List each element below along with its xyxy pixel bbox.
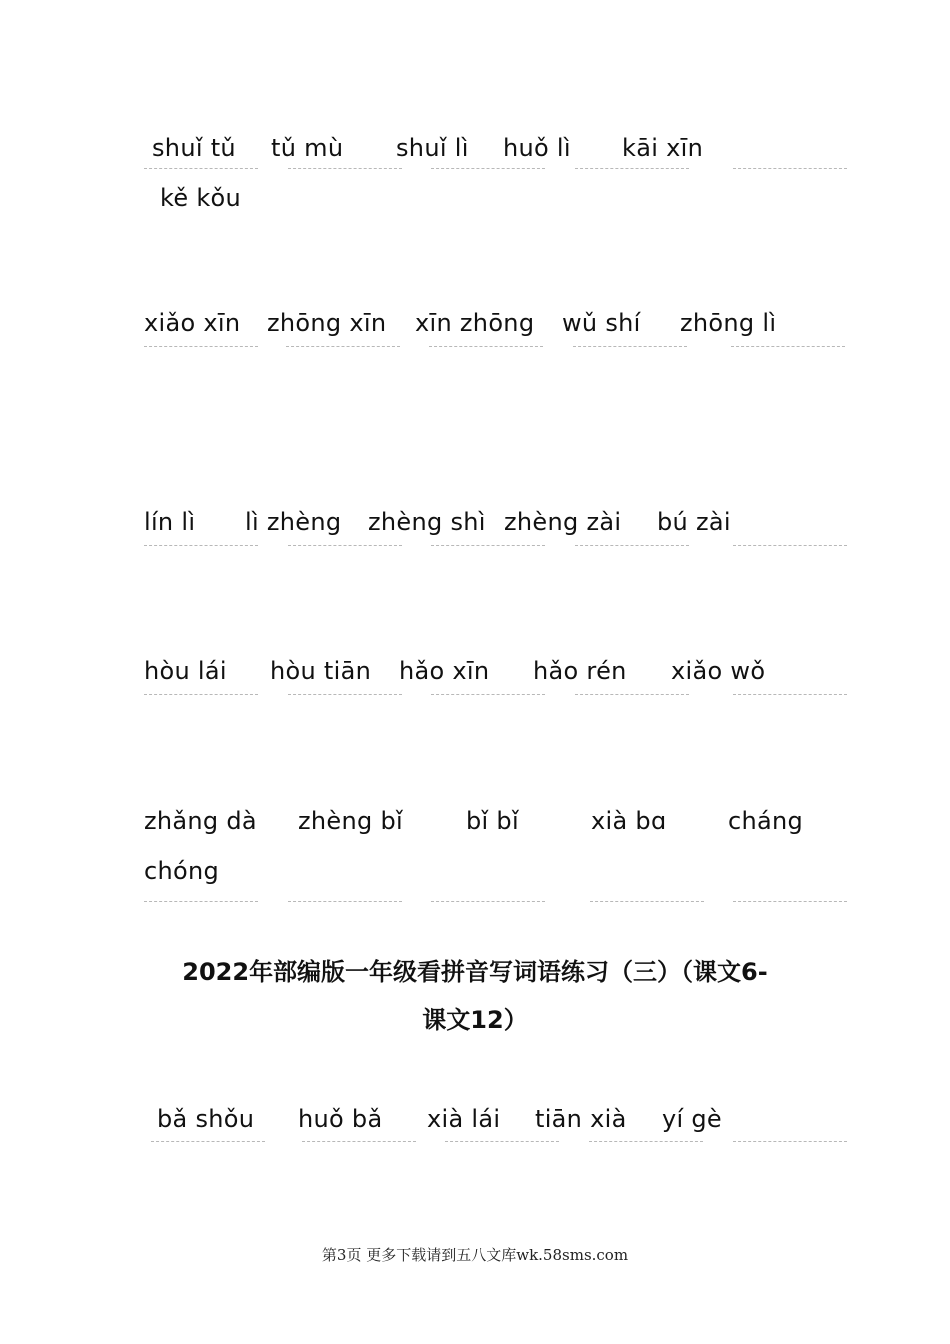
- page-footer: 第3页 更多下载请到五八文库wk.58sms.com: [321, 1246, 629, 1264]
- answer-blank: [144, 694, 258, 695]
- pinyin-word: zhōng lì: [680, 309, 777, 337]
- answer-blank: [575, 545, 689, 546]
- answer-blank: [733, 901, 847, 902]
- pinyin-word: huǒ bǎ: [298, 1105, 383, 1133]
- pinyin-word: xiǎo xīn: [144, 309, 241, 337]
- answer-blank: [429, 346, 543, 347]
- pinyin-word: zhǎng dà: [144, 807, 257, 835]
- pinyin-row-1: [0, 133, 950, 163]
- answer-blank: [302, 1141, 416, 1142]
- answer-blank: [286, 346, 400, 347]
- answer-blank: [731, 346, 845, 347]
- pinyin-word: tǔ mù: [271, 134, 344, 162]
- answer-blank: [733, 168, 847, 169]
- pinyin-word: lín lì: [144, 508, 196, 536]
- section-title: [0, 948, 950, 1044]
- pinyin-word: zhèng bǐ: [298, 807, 403, 835]
- pinyin-word: chóng: [144, 857, 220, 885]
- pinyin-word: bǐ bǐ: [466, 807, 519, 835]
- answer-blank: [733, 1141, 847, 1142]
- pinyin-word: hǎo xīn: [399, 657, 490, 685]
- pinyin-word: xià lái: [427, 1105, 501, 1133]
- pinyin-word: lì zhèng: [245, 508, 342, 536]
- pinyin-row-5: [0, 806, 950, 836]
- pinyin-word: zhèng zài: [504, 508, 622, 536]
- section-title-line-2: 课文12）: [422, 1006, 528, 1034]
- pinyin-word: hòu tiān: [270, 657, 372, 685]
- pinyin-row-3: [0, 507, 950, 537]
- pinyin-word: xià bɑ: [591, 807, 667, 835]
- answer-blank: [144, 346, 258, 347]
- answer-blank: [144, 901, 258, 902]
- pinyin-word: wǔ shí: [562, 309, 641, 337]
- pinyin-word: zhèng shì: [368, 508, 486, 536]
- answer-blank: [445, 1141, 559, 1142]
- pinyin-word: kě kǒu: [160, 184, 242, 212]
- answer-blank: [431, 545, 545, 546]
- answer-blank: [575, 168, 689, 169]
- pinyin-row-5-continued: [0, 856, 950, 886]
- answer-blank: [589, 1141, 703, 1142]
- answer-blank: [573, 346, 687, 347]
- pinyin-word: hòu lái: [144, 657, 227, 685]
- section-title-line-1: 2022年部编版一年级看拼音写词语练习（三）（课文6-: [182, 958, 768, 986]
- pinyin-row-4: [0, 656, 950, 686]
- pinyin-word: bǎ shǒu: [157, 1105, 255, 1133]
- pinyin-word: shuǐ lì: [396, 134, 469, 162]
- pinyin-word: zhōng xīn: [267, 309, 387, 337]
- answer-blank: [288, 694, 402, 695]
- pinyin-word: yí gè: [662, 1105, 722, 1133]
- answer-blank: [590, 901, 704, 902]
- answer-blank: [144, 545, 258, 546]
- pinyin-word: xīn zhōng: [415, 309, 535, 337]
- answer-blank: [288, 901, 402, 902]
- answer-blank: [431, 694, 545, 695]
- pinyin-row-6: [0, 1104, 950, 1134]
- pinyin-word: huǒ lì: [503, 134, 571, 162]
- pinyin-row-1-continued: [0, 183, 950, 213]
- answer-blank: [144, 168, 258, 169]
- pinyin-word: kāi xīn: [622, 134, 704, 162]
- answer-blank: [575, 694, 689, 695]
- answer-blank: [431, 901, 545, 902]
- pinyin-word: hǎo rén: [533, 657, 627, 685]
- pinyin-word: tiān xià: [535, 1105, 627, 1133]
- pinyin-word: shuǐ tǔ: [152, 134, 236, 162]
- pinyin-word: cháng: [728, 807, 804, 835]
- answer-blank: [288, 168, 402, 169]
- answer-blank: [733, 694, 847, 695]
- pinyin-word: bú zài: [657, 508, 731, 536]
- pinyin-word: xiǎo wǒ: [671, 657, 766, 685]
- answer-blank: [431, 168, 545, 169]
- pinyin-row-2: [0, 308, 950, 338]
- answer-blank: [733, 545, 847, 546]
- answer-blank: [288, 545, 402, 546]
- answer-blank: [151, 1141, 265, 1142]
